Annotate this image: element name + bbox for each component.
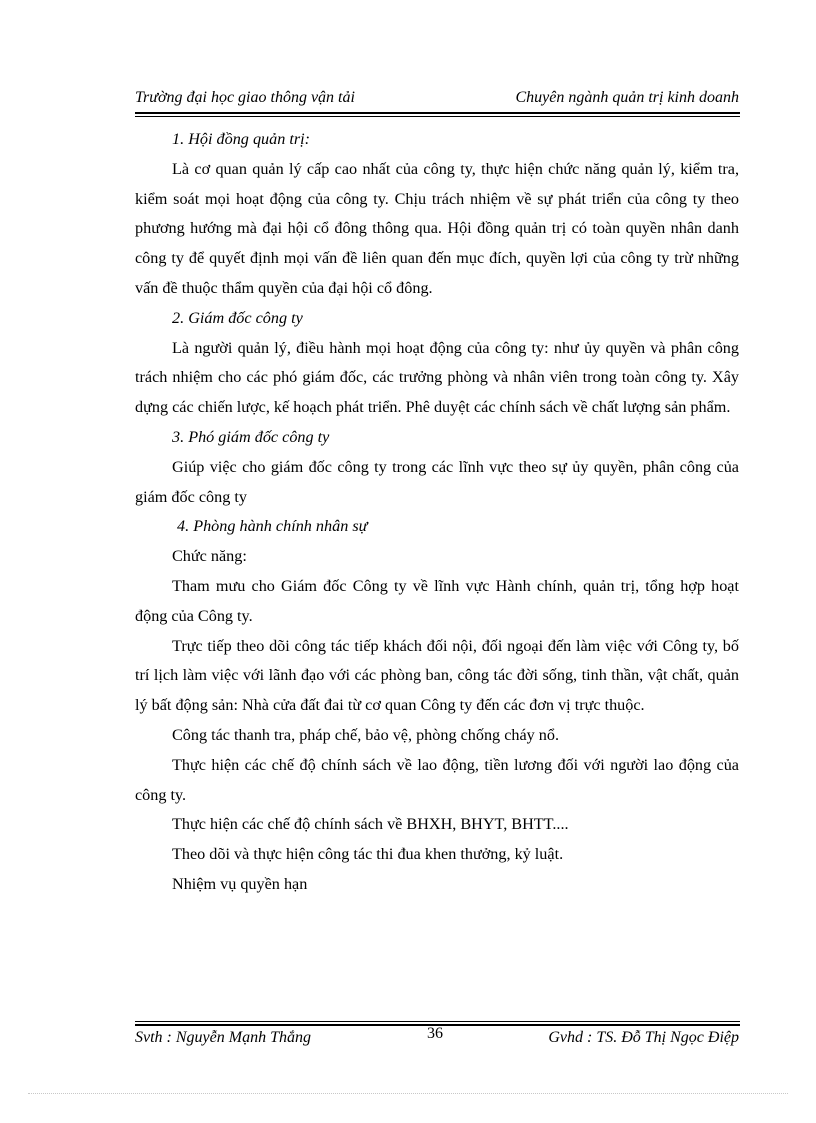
header-major: Chuyên ngành quản trị kinh doanh [515,89,739,106]
footer-supervisor: Gvhd : TS. Đỗ Thị Ngọc Điệp [548,1029,739,1046]
document-body [135,125,739,900]
paragraph: Tham mưu cho Giám đốc Công ty về lĩnh vực Hành chính, quản trị, tổng hợp hoạt động của Công ty. [135,576,739,625]
paragraph: Là người quản lý, điều hành mọi hoạt động của công ty: như ủy quyền và phân công trách nhiệm cho các phó giám đốc, các trưởng phòng và nhân viên trong toàn công ty. Xây dựng các chiến lược, kế hoạch phát triển. Phê duyệt các chính sách về chất lượng sản phẩm. [135,338,739,417]
paragraph: Chức năng: [172,547,247,566]
footer-rule-thin [135,1021,740,1022]
page-number: 36 [427,1025,443,1042]
section-heading: 1. Hội đồng quản trị: [172,130,311,148]
page-bottom-divider [28,1093,788,1094]
section-heading: 3. Phó giám đốc công ty [172,427,330,446]
section-heading: 4. Phòng hành chính nhân sự [177,517,368,536]
paragraph: Thực hiện các chế độ chính sách về BHXH, BHYT, BHTT.... [172,815,569,834]
paragraph: Công tác thanh tra, pháp chế, bảo vệ, phòng chống cháy nổ. [172,725,560,744]
paragraph: Trực tiếp theo dõi công tác tiếp khách đối nội, đối ngoại đến làm việc với Công ty, bố trí lịch làm việc với lãnh đạo với các phòng ban, công tác đời sống, tinh thần, vật chất, quản lý bất động sản: Nhà cửa đất đai từ cơ quan Công ty đến các đơn vị trực thuộc. [135,636,739,715]
page-header [135,87,739,113]
paragraph: Nhiệm vụ quyền hạn [172,874,308,893]
paragraph: Theo dõi và thực hiện công tác thi đua khen thưởng, kỷ luật. [172,845,564,864]
page-footer [135,1025,739,1055]
paragraph: Thực hiện các chế độ chính sách về lao động, tiền lương đối với người lao động của công ty. [135,755,739,804]
header-school: Trường đại học giao thông vận tải [135,89,355,106]
footer-student: Svth : Nguyễn Mạnh Thắng [135,1029,311,1046]
paragraph: Giúp việc cho giám đốc công ty trong các lĩnh vực theo sự ủy quyền, phân công của giám đốc công ty [135,457,739,506]
paragraph: Là cơ quan quản lý cấp cao nhất của công ty, thực hiện chức năng quản lý, kiểm tra, kiểm soát mọi hoạt động của công ty. Chịu trách nhiệm về sự phát triển của công ty theo phương hướng mà đại hội cổ đông thông qua. Hội đồng quản trị có toàn quyền nhân danh công ty để quyết định mọi vấn đề liên quan đến mục đích, quyền lợi của công ty trừ những vấn đề thuộc thẩm quyền của đại hội cổ đông. [135,159,739,297]
section-heading: 2. Giám đốc công ty [172,308,303,327]
header-rule-thick [135,112,740,114]
header-rule-thin [135,116,740,117]
